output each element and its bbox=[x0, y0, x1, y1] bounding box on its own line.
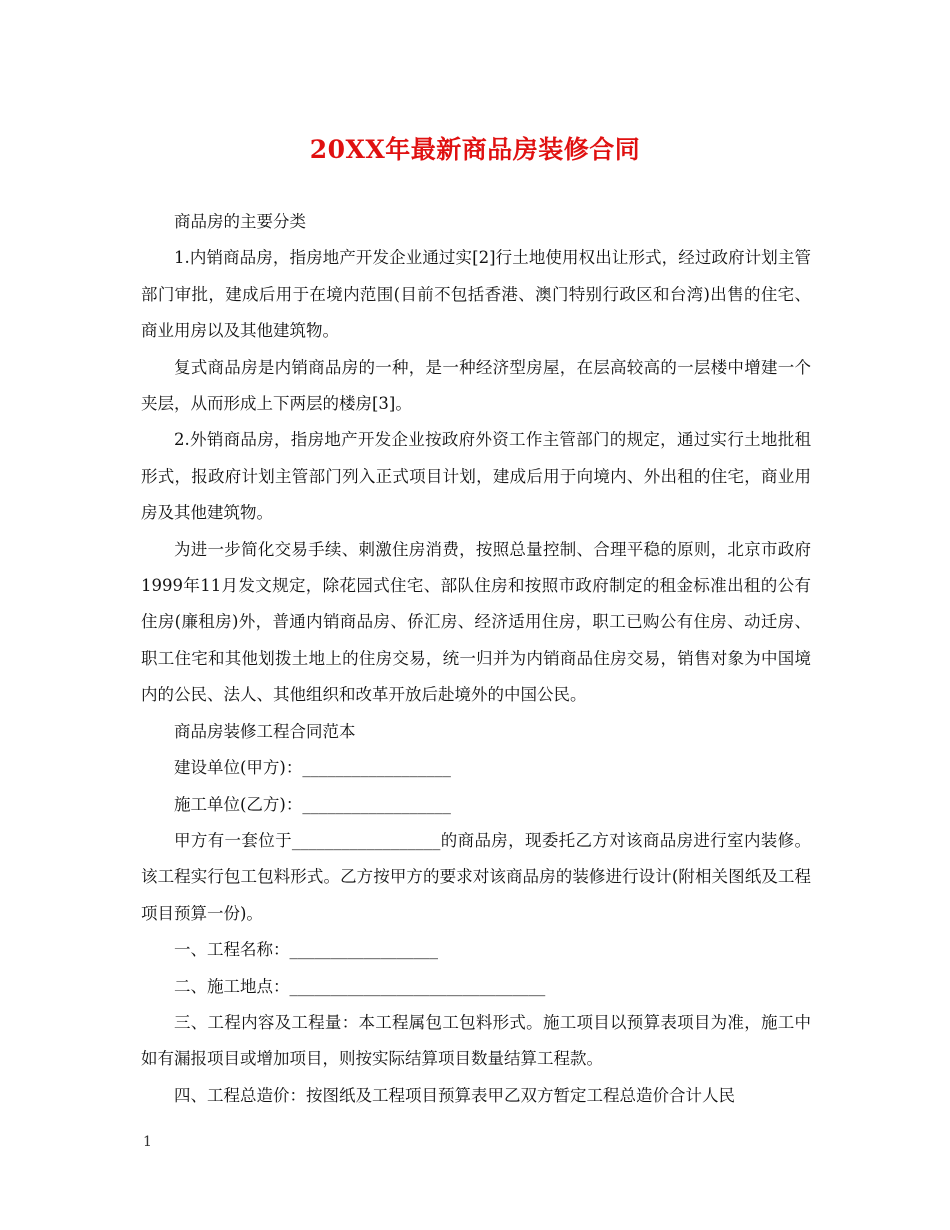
field-party-a: 建设单位(甲方)：__________________ bbox=[174, 758, 451, 778]
field-project-name: 一、工程名称：__________________ bbox=[174, 940, 438, 960]
field-party-b: 施工单位(乙方)：__________________ bbox=[174, 794, 451, 814]
paragraph-domestic-sale: 1.内销商品房，指房地产开发企业通过实[2]行土地使用权出让形式，经过政府计划主管部门审批，建成后用于在境内范围(目前不包括香港、澳门特别行政区和台湾)出售的住宅、商业用房以及其他建筑物。 bbox=[141, 248, 811, 341]
page-number: 1 bbox=[143, 1134, 152, 1150]
document-body bbox=[141, 204, 811, 1114]
paragraph-scope: 三、工程内容及工程量：本工程属包工包料形式。施工项目以预算表项目为准，施工中如有漏报项目或增加项目，则按实际结算项目数量结算工程款。 bbox=[141, 1012, 811, 1069]
document-title: 20XX年最新商品房装修合同 bbox=[309, 135, 641, 164]
paragraph-foreign-sale: 2.外销商品房，指房地产开发企业按政府外资工作主管部门的规定，通过实行土地批租形式，报政府计划主管部门列入正式项目计划，建成后用于向境内、外出租的住宅，商业用房及其他建筑物。 bbox=[141, 430, 811, 523]
field-site-location: 二、施工地点：_______________________________ bbox=[174, 976, 546, 996]
section-heading-categories: 商品房的主要分类 bbox=[174, 212, 306, 231]
paragraph-beijing-policy: 为进一步简化交易手续、刺激住房消费，按照总量控制、合理平稳的原则，北京市政府1999年11月发文规定，除花园式住宅、部队住房和按照市政府制定的租金标准出租的公有住房(廉租房)外，普通内销商品房、侨汇房、经济适用住房，职工已购公有住房、动迁房、职工住宅和其他划拨土地上的住房交易，统一归并为内销商品住房交易，销售对象为中国境内的公民、法人、其他组织和改革开放后赴境外的中国公民。 bbox=[141, 539, 811, 705]
section-heading-contract: 商品房装修工程合同范本 bbox=[174, 721, 356, 741]
paragraph-total-cost: 四、工程总造价：按图纸及工程项目预算表甲乙双方暂定工程总造价合计人民 bbox=[174, 1085, 735, 1105]
paragraph-commission: 甲方有一套位于__________________的商品房，现委托乙方对该商品房进行室内装修。该工程实行包工包料形式。乙方按甲方的要求对该商品房的装修进行设计(附相关图纸及工程项目预算一份)。 bbox=[141, 830, 811, 923]
paragraph-duplex: 复式商品房是内销商品房的一种，是一种经济型房屋，在层高较高的一层楼中增建一个夹层，从而形成上下两层的楼房[3]。 bbox=[141, 357, 811, 414]
